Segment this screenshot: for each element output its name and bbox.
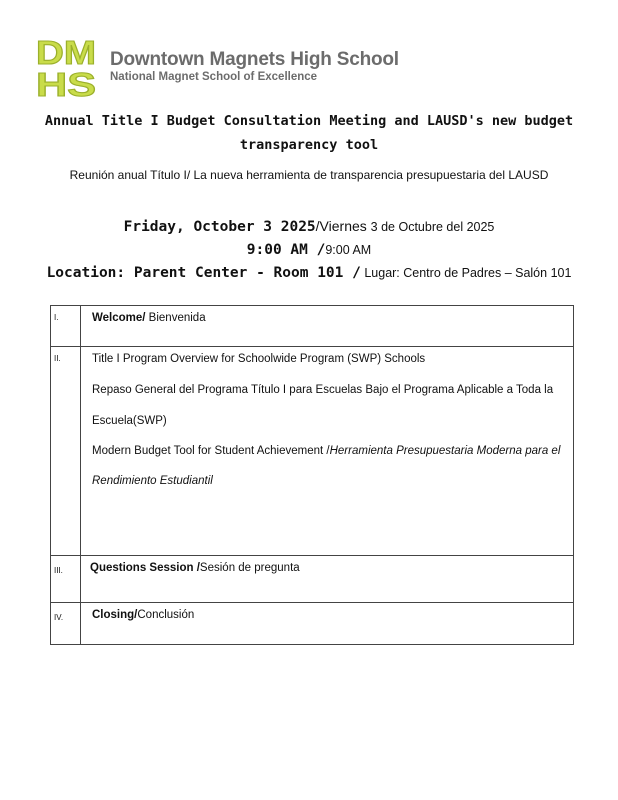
agenda-number: I. xyxy=(51,306,81,347)
meeting-title-line2: transparency tool xyxy=(239,137,379,153)
location-spanish: Lugar: Centro de Padres – Salón 101 xyxy=(360,266,572,280)
agenda-item-title-es: Conclusión xyxy=(137,609,195,621)
meeting-title-spanish: Reunión anual Título I/ La nueva herramienta de transparencia presupuestaria del LAUSD xyxy=(69,168,549,182)
agenda-item xyxy=(81,306,574,347)
agenda-item-title: Closing/ xyxy=(92,609,138,621)
agenda-row xyxy=(51,306,574,347)
agenda-table xyxy=(50,305,574,645)
school-name: Downtown Magnets High School xyxy=(110,49,399,70)
agenda-row xyxy=(51,556,574,603)
meeting-location xyxy=(0,264,618,282)
school-logo xyxy=(36,34,98,98)
agenda-line-es: Herramienta Presupuestaria Moderna para el xyxy=(329,445,561,457)
agenda-item xyxy=(81,556,574,603)
agenda-item-title-es: Bienvenida xyxy=(145,312,206,324)
meeting-time xyxy=(0,241,618,259)
agenda-number: II. xyxy=(51,347,81,556)
agenda-item-title-es: Sesión de pregunta xyxy=(199,562,300,574)
svg-text:HS: HS xyxy=(36,66,96,98)
agenda-number: IV. xyxy=(51,603,81,645)
date-spanish: 3 de Octubre del 2025 xyxy=(370,220,495,234)
agenda-line: Modern Budget Tool for Student Achievement / xyxy=(92,445,330,457)
time-english: 9:00 AM / xyxy=(246,242,326,258)
svg-text:DM: DM xyxy=(36,34,96,71)
school-tagline: National Magnet School of Excellence xyxy=(110,71,318,83)
agenda-number: III. xyxy=(51,556,81,603)
agenda-item xyxy=(81,603,574,645)
meeting-title-line1: Annual Title I Budget Consultation Meeting and LAUSD's new budget xyxy=(44,113,574,129)
location-english: Location: Parent Center - Room 101 / xyxy=(46,265,361,281)
agenda-line: Escuela(SWP) xyxy=(92,415,167,427)
agenda-item-title: Welcome/ xyxy=(92,312,146,324)
agenda-line: Repaso General del Programa Título I para Escuelas Bajo el Programa Aplicable a Toda la xyxy=(92,384,554,396)
agenda-line: Title I Program Overview for Schoolwide Program (SWP) Schools xyxy=(92,353,426,365)
agenda-line-es: Rendimiento Estudiantil xyxy=(92,475,213,487)
date-spanish-prefix: /Viernes xyxy=(315,218,371,234)
agenda-item-title: Questions Session / xyxy=(90,562,200,574)
meeting-date xyxy=(0,218,618,236)
agenda-item xyxy=(81,347,574,556)
agenda-row xyxy=(51,603,574,645)
agenda-row xyxy=(51,347,574,556)
time-spanish: 9:00 AM xyxy=(325,243,372,257)
date-english: Friday, October 3 2025 xyxy=(123,219,316,235)
